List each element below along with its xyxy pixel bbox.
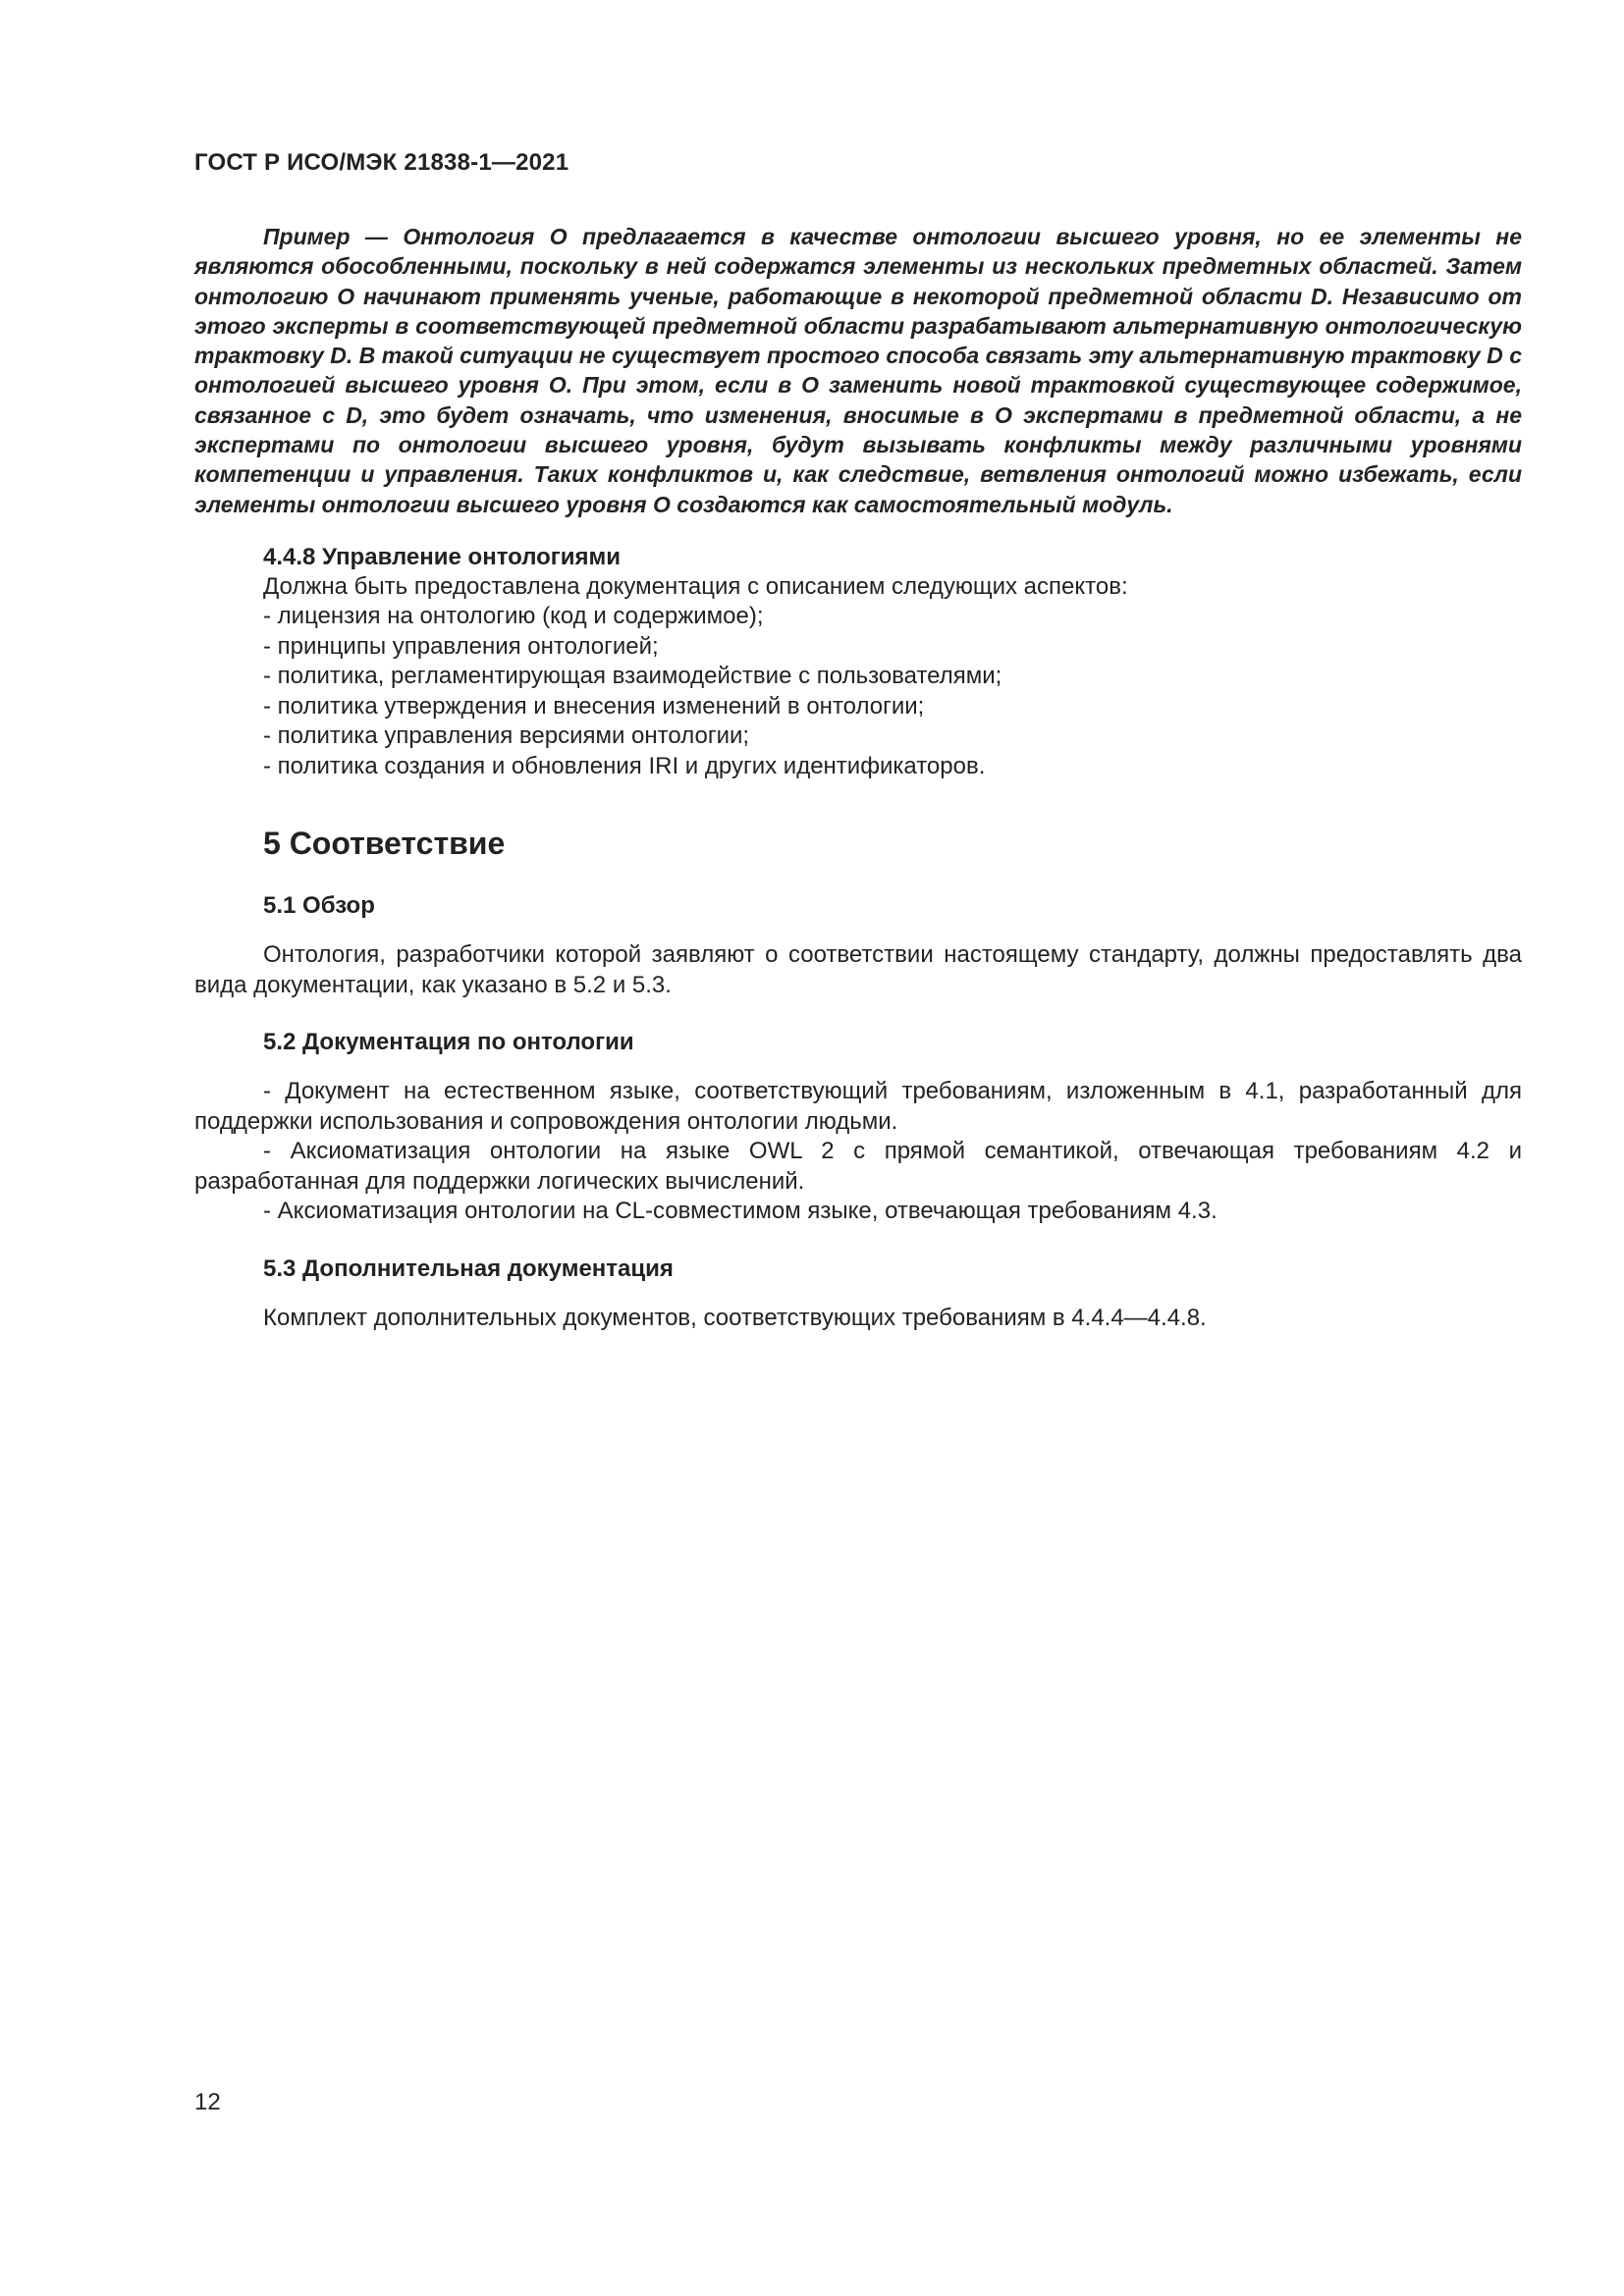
section-5-2-item: - Документ на естественном языке, соответствующий требованиям, изложенным в 4.1, разработанный для поддержки использования и сопровождения онтологии людьми. xyxy=(194,1078,1522,1135)
example-paragraph: Пример — Онтология O предлагается в качестве онтологии высшего уровня, но ее элементы не являются обособленными, поскольку в ней содержатся элементы из нескольких предметных областей. Затем онтологию O начинают применять ученые, работающие в некоторой предметной области D. Независимо от этого эксперты в соответствующей предметной области разрабатывают альтернативную онтологическую трактовку D. В такой ситуации не существует простого способа связать эту альтернативную трактовку D с онтологией высшего уровня O. При этом, если в O заменить новой трактовкой существующее содержимое, связанное с D, это будет означать, что изменения, вносимые в O экспертами в предметной области, а не экспертами по онтологии высшего уровня, будут вызывать конфликты между различными уровнями компетенции и управления. Таких конфликтов и, как следствие, ветвления онтологий можно избежать, если элементы онтологии высшего уровня O создаются как самостоятельный модуль. xyxy=(194,224,1522,517)
section-5-1-text: Онтология, разработчики которой заявляют о соответствии настоящему стандарту, должны предоставлять два вида документации, как указано в 5.2 и 5.3. xyxy=(194,941,1522,998)
document-body xyxy=(194,222,1522,1333)
section-5-2-item: - Аксиоматизация онтологии на языке OWL 2 с прямой семантикой, отвечающая требованиям 4.2 и разработанная для поддержки логических вычислений. xyxy=(194,1138,1522,1195)
list-item: - политика, регламентирующая взаимодействие с пользователями; xyxy=(263,663,1002,690)
section-5-2-item: - Аксиоматизация онтологии на CL-совместимом языке, отвечающая требованиям 4.3. xyxy=(263,1198,1218,1225)
section-5-2-title: 5.2 Документация по онтологии xyxy=(263,1029,634,1056)
list-item: - политика утверждения и внесения изменений в онтологии; xyxy=(263,692,925,720)
section-4-4-8-list xyxy=(194,602,1522,781)
section-4-4-8-title: 4.4.8 Управление онтологиями xyxy=(263,543,622,570)
list-item: - политика управления версиями онтологии; xyxy=(263,722,750,750)
page-number: 12 xyxy=(194,2089,221,2115)
list-item: - лицензия на онтологию (код и содержимое); xyxy=(263,603,764,630)
section-5-1-title: 5.1 Обзор xyxy=(263,892,375,920)
list-item: - принципы управления онтологией; xyxy=(263,632,659,660)
section-5-3-text: Комплект дополнительных документов, соответствующих требованиям в 4.4.4—4.4.8. xyxy=(263,1304,1207,1331)
document-header: ГОСТ Р ИСО/МЭК 21838-1—2021 xyxy=(194,149,569,176)
section-5-3-title: 5.3 Дополнительная документация xyxy=(263,1255,674,1282)
section-4-4-8-intro: Должна быть предоставлена документация с описанием следующих аспектов: xyxy=(263,572,1128,600)
list-item: - политика создания и обновления IRI и других идентификаторов. xyxy=(263,752,986,779)
section-5-title: 5 Соответствие xyxy=(263,826,506,862)
